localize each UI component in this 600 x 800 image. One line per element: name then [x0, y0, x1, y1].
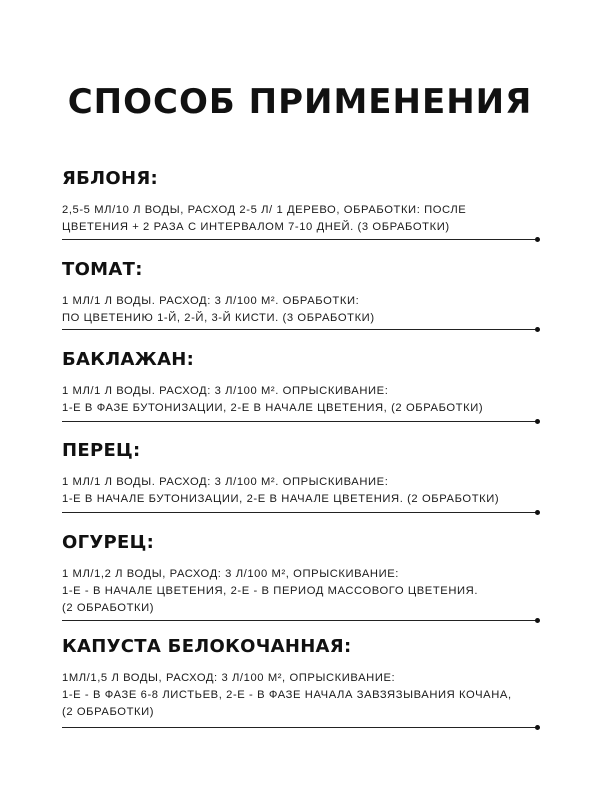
section-title: ОГУРЕЦ:	[62, 532, 155, 553]
divider-dot	[535, 618, 540, 623]
text-line: 1-Е - В НАЧАЛЕ ЦВЕТЕНИЯ, 2-Е - В ПЕРИОД МАССОВОГО ЦВЕТЕНИЯ.	[62, 585, 479, 597]
section-cucumber	[62, 532, 542, 617]
text-line: 1-Е В НАЧАЛЕ БУТОНИЗАЦИИ, 2-Е В НАЧАЛЕ ЦВЕТЕНИЯ. (2 ОБРАБОТКИ)	[62, 493, 500, 505]
text-line: 1 МЛ/1 Л ВОДЫ. РАСХОД: 3 Л/100 М². ОПРЫСКИВАНИЕ:	[62, 476, 389, 488]
text-line: 1 МЛ/1 Л ВОДЫ. РАСХОД: 3 Л/100 М². ОПРЫСКИВАНИЕ:	[62, 385, 389, 397]
divider	[62, 512, 536, 513]
section-text	[62, 383, 542, 417]
divider-dot	[535, 237, 540, 242]
text-line: 1-Е - В ФАЗЕ 6-8 ЛИСТЬЕВ, 2-Е - В ФАЗЕ НАЧАЛА ЗАВЗЯЗЫВАНИЯ КОЧАНА,	[62, 689, 512, 701]
page-title: СПОСОБ ПРИМЕНЕНИЯ	[67, 82, 533, 122]
section-pepper	[62, 440, 542, 508]
section-text	[62, 670, 542, 721]
text-line: ЦВЕТЕНИЯ + 2 РАЗА С ИНТЕРВАЛОМ 7-10 ДНЕЙ. (3 ОБРАБОТКИ)	[62, 221, 450, 233]
section-eggplant	[62, 349, 542, 417]
divider-dot	[535, 419, 540, 424]
section-text	[62, 202, 542, 236]
section-title: ПЕРЕЦ:	[62, 440, 141, 461]
section-text	[62, 566, 542, 617]
divider	[62, 239, 536, 240]
section-title: КАПУСТА БЕЛОКОЧАННАЯ:	[62, 636, 352, 657]
divider	[62, 727, 536, 728]
section-title: ЯБЛОНЯ:	[62, 168, 159, 189]
divider	[62, 329, 536, 330]
divider-dot	[535, 510, 540, 515]
text-line: (2 ОБРАБОТКИ)	[62, 706, 155, 718]
section-title: ТОМАТ:	[62, 259, 143, 280]
text-line: ПО ЦВЕТЕНИЮ 1-Й, 2-Й, 3-Й КИСТИ. (3 ОБРАБОТКИ)	[62, 312, 375, 324]
text-line: (2 ОБРАБОТКИ)	[62, 602, 155, 614]
section-cabbage	[62, 636, 542, 721]
divider-dot	[535, 327, 540, 332]
text-line: 1МЛ/1,5 Л ВОДЫ, РАСХОД: 3 Л/100 М², ОПРЫСКИВАНИЕ:	[62, 672, 396, 684]
section-text	[62, 474, 542, 508]
text-line: 1 МЛ/1 Л ВОДЫ. РАСХОД: 3 Л/100 М². ОБРАБОТКИ:	[62, 295, 360, 307]
section-text	[62, 293, 542, 327]
text-line: 1 МЛ/1,2 Л ВОДЫ, РАСХОД: 3 Л/100 М², ОПРЫСКИВАНИЕ:	[62, 568, 399, 580]
divider	[62, 620, 536, 621]
section-title: БАКЛАЖАН:	[62, 349, 195, 370]
text-line: 1-Е В ФАЗЕ БУТОНИЗАЦИИ, 2-Е В НАЧАЛЕ ЦВЕТЕНИЯ, (2 ОБРАБОТКИ)	[62, 402, 484, 414]
divider-dot	[535, 725, 540, 730]
section-tomato	[62, 259, 542, 327]
text-line: 2,5-5 МЛ/10 Л ВОДЫ, РАСХОД 2-5 Л/ 1 ДЕРЕВО, ОБРАБОТКИ: ПОСЛЕ	[62, 204, 467, 216]
divider	[62, 421, 536, 422]
section-apple	[62, 168, 542, 236]
